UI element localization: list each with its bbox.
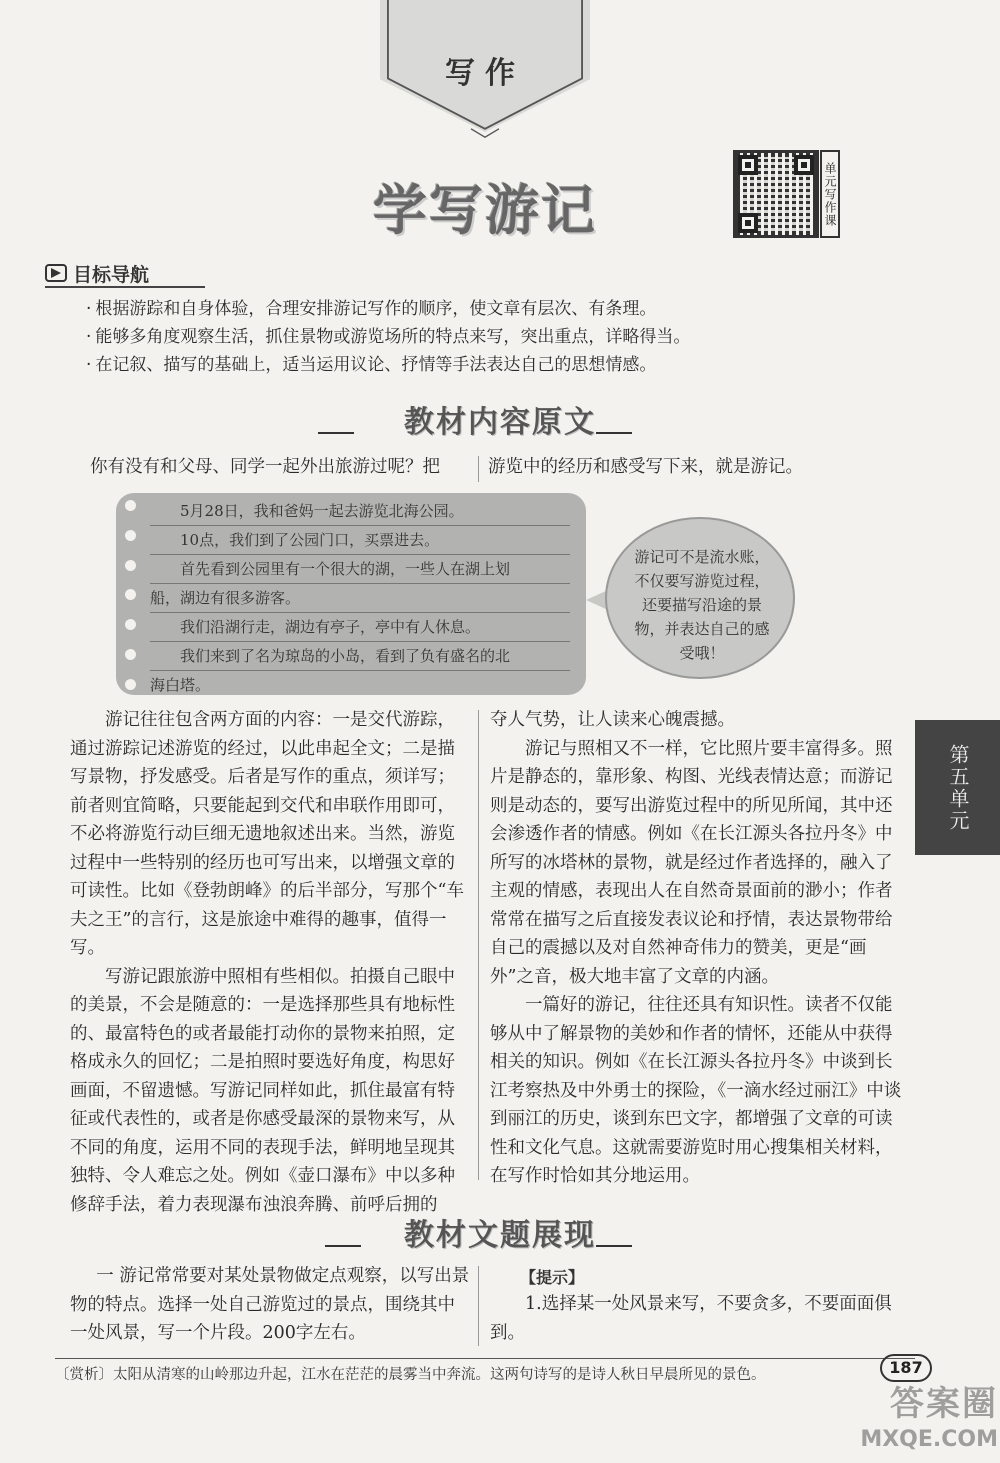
body-paragraph: 一篇好的游记，往往还具有知识性。读者不仅能够从中了解景物的美妙和作者的情怀，还能从中获得相关的知识。例如《在长江源头各拉丹冬》中谈到长江考察热及中外勇士的探险，《一滴水经过丽江》中谈到丽江的历史，谈到东巴文字，都增强了文章的可读性和文化气息。这就需要游览时用心搜集相关材料，在写作时恰如其分地运用。 bbox=[490, 995, 902, 1186]
notebook-text bbox=[150, 497, 570, 699]
qr-label: 单元写作课 bbox=[820, 150, 840, 238]
unit-side-tab-label: 第五单元 bbox=[946, 743, 970, 832]
column-divider bbox=[478, 1266, 479, 1346]
tip-label: 【提示】 bbox=[520, 1268, 585, 1287]
intro-left: 你有没有和父母、同学一起外出旅游过呢？把 bbox=[90, 457, 440, 477]
notebook-line: 5月28日，我和爸妈一起去游览北海公园。 bbox=[150, 497, 570, 526]
notebook-line: 船，湖边有很多游客。 bbox=[150, 584, 570, 613]
tip-text: 1.选择某一处风景来写，不要贪多，不要面面俱到。 bbox=[490, 1294, 892, 1343]
banner-label: 写作 bbox=[445, 56, 525, 91]
bubble-text: 游记可不是流水账，不仅要写游览过程，还要描写沿途的景物，并表达自己的感受哦！ bbox=[634, 548, 770, 662]
notebook-line: 我们沿湖行走，湖边有亭子，亭中有人休息。 bbox=[150, 613, 570, 642]
objectives-heading-label: 目标导航 bbox=[73, 263, 150, 286]
right-column bbox=[490, 706, 908, 1191]
section-heading-tasks: 教材文题展现 bbox=[404, 1218, 596, 1253]
body-paragraph: 写游记跟旅游中照相有些相似。拍摄自己眼中的美景，不会是随意的：一是选择那些具有地标性的、最富特色的或者最能打动你的景物来拍照，定格成永久的回忆；二是拍照时要选好角度，构思好画面，不留遗憾。写游记同样如此，抓住最富有特征或代表性的，或者是你感受最深的景物来写，从不同的角度，运用不同的表现手法，鲜明地呈现其独特、令人难忘之处。例如《壶口瀑布》中以多种修辞手法，着力表现瀑布浊浪奔腾、前呼后拥的 bbox=[70, 966, 455, 1215]
objective-item: · 能够多角度观察生活，抓住景物或游览场所的特点来写，突出重点，详略得当。 bbox=[86, 323, 926, 351]
notebook-line: 10点，我们到了公园门口，买票进去。 bbox=[150, 526, 570, 555]
notebook-line: 首先看到公园里有一个很大的湖，一些人在湖上划 bbox=[150, 555, 570, 584]
section-heading-content: 教材内容原文 bbox=[404, 405, 596, 440]
objective-item: · 根据游踪和自身体验，合理安排游记写作的顺序，使文章有层次、有条理。 bbox=[86, 295, 926, 323]
intro-right: 游览中的经历和感受写下来，就是游记。 bbox=[488, 457, 803, 477]
watermark-logo: 答案圈 MXQE.COM bbox=[860, 1384, 998, 1452]
objectives-underline bbox=[45, 286, 205, 288]
body-paragraph: 游记往往包含两方面的内容：一是交代游踪，通过游踪记述游览的经过，以此串起全文；二是描写景物，抒发感受。后者是写作的重点，须详写；前者则宜简略，只要能起到交代和串联作用即可，不必将游览行动巨细无遗地叙述出来。当然，游览过程中一些特别的经历也可写出来，以增强文章的可读性。比如《登勃朗峰》的后半部分，写那个“车夫之王”的言行，这是旅途中难得的趣事，值得一写。 bbox=[70, 710, 464, 958]
footer-note: 〔赏析〕太阳从清寒的山岭那边升起，江水在茫茫的晨雾当中奔流。这两句诗写的是诗人秋日早晨所见的景色。 bbox=[55, 1367, 766, 1383]
objectives-heading bbox=[45, 262, 149, 284]
page-title: 学写游记 bbox=[373, 179, 597, 242]
footer-rule bbox=[55, 1358, 915, 1359]
qr-code-icon[interactable] bbox=[733, 150, 819, 238]
objectives-list bbox=[86, 295, 926, 379]
notebook-line: 海白塔。 bbox=[150, 676, 211, 694]
arrow-right-icon bbox=[45, 264, 67, 282]
objective-item: · 在记叙、描写的基础上，适当运用议论、抒情等手法表达自己的思想情感。 bbox=[86, 351, 926, 379]
body-paragraph: 游记与照相又不一样，它比照片要丰富得多。照片是静态的，靠形象、构图、光线表情达意；而游记则是动态的，要写出游览过程中的所见所闻，其中还会渗透作者的情感。例如《在长江源头各拉丹冬》中所写的冰塔林的景物，就是经过作者选择的，融入了主观的情感，表现出人在自然奇景面前的渺小；作者常常在描写之后直接发表议论和抒情，表达景物带给自己的震撼以及对自然神奇伟力的赞美，更是“画外”之音，极大地丰富了文章的内涵。 bbox=[490, 738, 893, 987]
page-number: 187 bbox=[880, 1354, 932, 1382]
notebook-line: 我们来到了名为琼岛的小岛，看到了负有盛名的北 bbox=[150, 642, 570, 671]
notebook-binding bbox=[125, 500, 139, 690]
body-paragraph: 夺人气势，让人读来心魄震撼。 bbox=[490, 710, 735, 730]
column-divider bbox=[478, 710, 479, 1180]
task-text: 一 游记常常要对某处景物做定点观察，以写出景物的特点。选择一处自己游览过的景点，围绕其中一处风景，写一个片段。200字左右。 bbox=[70, 1266, 470, 1343]
section-rule-right bbox=[596, 1245, 632, 1247]
left-column bbox=[70, 706, 464, 1219]
column-divider bbox=[478, 456, 479, 482]
section-rule-right bbox=[596, 432, 632, 434]
unit-side-tab[interactable] bbox=[915, 720, 1000, 855]
